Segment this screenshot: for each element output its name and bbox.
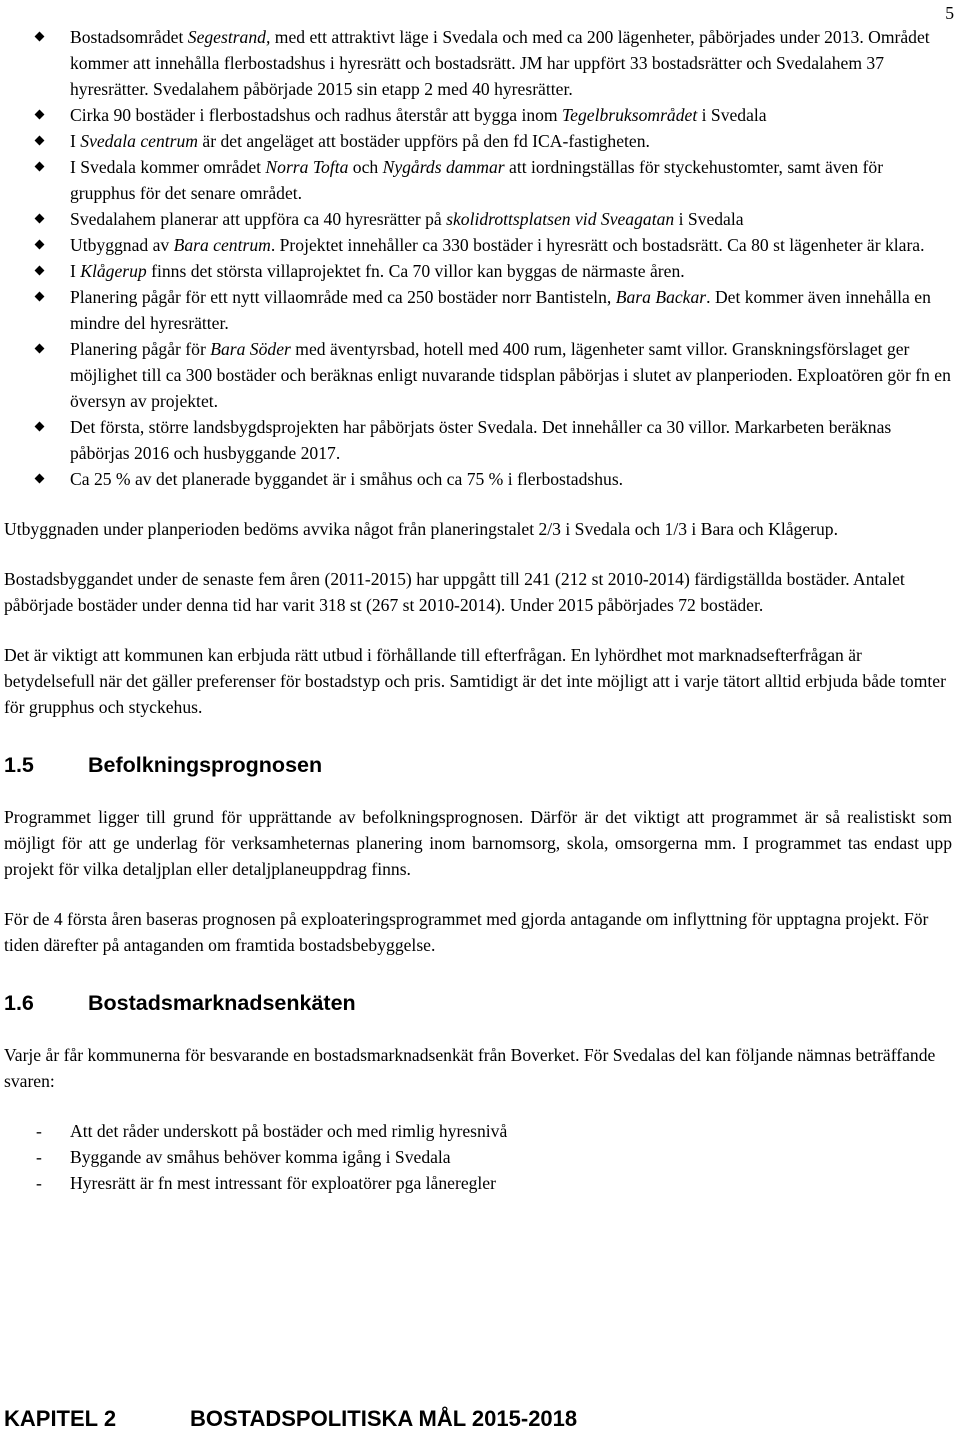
- place-name: Bara Backar: [615, 287, 707, 307]
- bullet-text: Det första, större landsbygdsprojekten har påbörjats öster Svedala. Det innehåller ca 30 villor. Markarbeten beräknas påbörjas 2016 och husbyggande 2017.: [70, 417, 892, 463]
- paragraph-housing-stats: Bostadsbyggandet under de senaste fem åren (2011-2015) har uppgått till 241 (212 st 2010-2014) färdigställda bostäder. Antalet påbörjade bostäder under denna tid har varit 318 st (267 st 2010-2014). Under 2015 påbörjades 72 bostäder.: [4, 569, 905, 615]
- bullet-item: [4, 128, 952, 154]
- place-name: Bara Söder: [210, 339, 291, 359]
- bullet-text: Utbyggnad av: [70, 235, 174, 255]
- bullet-text: Planering pågår för: [70, 339, 211, 359]
- paragraph-demand: Det är viktigt att kommunen kan erbjuda rätt utbud i förhållande till efterfrågan. En lyhördhet mot marknadsefterfrågan är betydelsefull när det gäller preferenser för bostadstyp och pris. Samtidigt är det inte möjligt att i varje tätort alltid erbjuda både tomter för grupphus och styckehus.: [4, 645, 946, 717]
- bullet-item: [4, 258, 952, 284]
- bullet-text: . Projektet innehåller ca 330 bostäder i hyresrätt och bostadsrätt. Ca 80 st lägenheter är klara.: [270, 235, 925, 255]
- chapter-label: KAPITEL 2: [4, 1406, 117, 1431]
- section-heading-bostadsmarknadsenkaten: [4, 988, 952, 1018]
- document-page: [4, 0, 952, 1196]
- place-name: Bara centrum: [173, 235, 271, 255]
- section-number: 1.5: [4, 753, 34, 777]
- section-heading-befolkningsprognosen: [4, 750, 952, 780]
- chapter-title: BOSTADSPOLITISKA MÅL 2015-2018: [190, 1406, 578, 1431]
- survey-answer-list: [4, 1118, 952, 1196]
- bullet-text: Svedalahem planerar att uppföra ca 40 hyresrätter på: [70, 209, 447, 229]
- bullet-item: [4, 336, 952, 414]
- bullet-item: [4, 414, 952, 466]
- chapter-heading: [4, 1406, 577, 1432]
- bullet-text: Bostadsområdet: [70, 27, 188, 47]
- section-title: Bostadsmarknadsenkäten: [88, 991, 356, 1015]
- bullet-text: I: [70, 131, 81, 151]
- list-item: - Att det råder underskott på bostäder och med rimlig hyresnivå: [4, 1118, 952, 1144]
- paragraph-prognosis-years: För de 4 första åren baseras prognosen på exploateringsprogrammet med gjorda antagande om inflyttning för upptagna projekt. För tiden därefter på antaganden om framtida bostadsbebyggelse.: [4, 909, 929, 955]
- place-name: Tegelbruksområdet: [562, 105, 698, 125]
- bullet-item: [4, 24, 952, 102]
- bullet-text: finns det största villaprojektet fn. Ca 70 villor kan byggas de närmaste åren.: [146, 261, 685, 281]
- bullet-item: [4, 466, 952, 492]
- place-name: Klågerup: [80, 261, 147, 281]
- place-name: skolidrottsplatsen vid Sveagatan: [446, 209, 675, 229]
- bullet-text: I Svedala kommer området: [70, 157, 266, 177]
- section-title: Befolkningsprognosen: [88, 753, 323, 777]
- page-number: 5: [945, 3, 954, 23]
- bullet-text: i Svedala: [697, 105, 767, 125]
- bullet-text: att iordningställas för styckehustomter, samt även för grupphus för det senare området.: [70, 157, 884, 203]
- bullet-text: och: [348, 157, 383, 177]
- paragraph-prognosis-basis: Programmet ligger till grund för upprättande av befolkningsprognosen. Därför är det viktigt att programmet är så realistiskt som möjligt för att ge underlag för verksamheternas planering inom barnomsorg, skola, omsorgerna mm. I programmet tas endast upp projekt för vilka detaljplan eller detaljplaneuppdrag finns.: [4, 807, 952, 879]
- bullet-text: med äventyrsbad, hotell med 400 rum, lägenheter samt villor. Granskningsförslaget ger möjlighet till ca 300 bostäder och beräknas enligt nuvarande tidsplan påbörjas i slutet av planperioden. Exploatören gör fn en översyn av projektet.: [70, 339, 951, 411]
- bullet-text: I: [70, 261, 81, 281]
- project-bullet-list: [4, 24, 952, 492]
- bullet-text: Cirka 90 bostäder i flerbostadshus och radhus återstår att bygga inom: [70, 105, 563, 125]
- list-item: - Byggande av småhus behöver komma igång i Svedala: [4, 1144, 952, 1170]
- bullet-text: med ett attraktivt läge i Svedala och med ca 200 lägenheter, påbörjades under 2013. Området kommer att innehålla flerbostadshus i hyresrätt och bostadsrätt. JM har uppfört 33 bostadsrätter och Svedalahem 37 hyresrätter. Svedalahem påbörjade 2015 sin etapp 2 med 40 hyresrätter.: [70, 27, 930, 99]
- place-name: Norra Tofta: [265, 157, 349, 177]
- list-item: - Hyresrätt är fn mest intressant för exploatörer pga låneregler: [4, 1170, 952, 1196]
- place-name: Nygårds dammar: [382, 157, 505, 177]
- section-number: 1.6: [4, 991, 34, 1015]
- bullet-item: [4, 154, 952, 206]
- bullet-text: Ca 25 % av det planerade byggandet är i småhus och ca 75 % i flerbostadshus.: [70, 469, 624, 489]
- place-name: Segestrand,: [187, 27, 271, 47]
- bullet-item: [4, 284, 952, 336]
- bullet-text: Planering pågår för ett nytt villaområde med ca 250 bostäder norr Bantisteln,: [70, 287, 616, 307]
- bullet-text: är det angeläget att bostäder uppförs på den fd ICA-fastigheten.: [198, 131, 650, 151]
- paragraph-planning-ratio: Utbyggnaden under planperioden bedöms avvika något från planeringstalet 2/3 i Svedala och 1/3 i Bara och Klågerup.: [4, 519, 838, 539]
- bullet-item: [4, 102, 952, 128]
- bullet-item: [4, 206, 952, 232]
- paragraph-survey-intro: Varje år får kommunerna för besvarande en bostadsmarknadsenkät från Boverket. För Svedalas del kan följande nämnas beträffande svaren:: [4, 1045, 936, 1091]
- bullet-text: i Svedala: [674, 209, 744, 229]
- place-name: Svedala centrum: [80, 131, 199, 151]
- bullet-item: [4, 232, 952, 258]
- bullet-text: . Det kommer även innehålla en mindre del hyresrätter.: [70, 287, 931, 333]
